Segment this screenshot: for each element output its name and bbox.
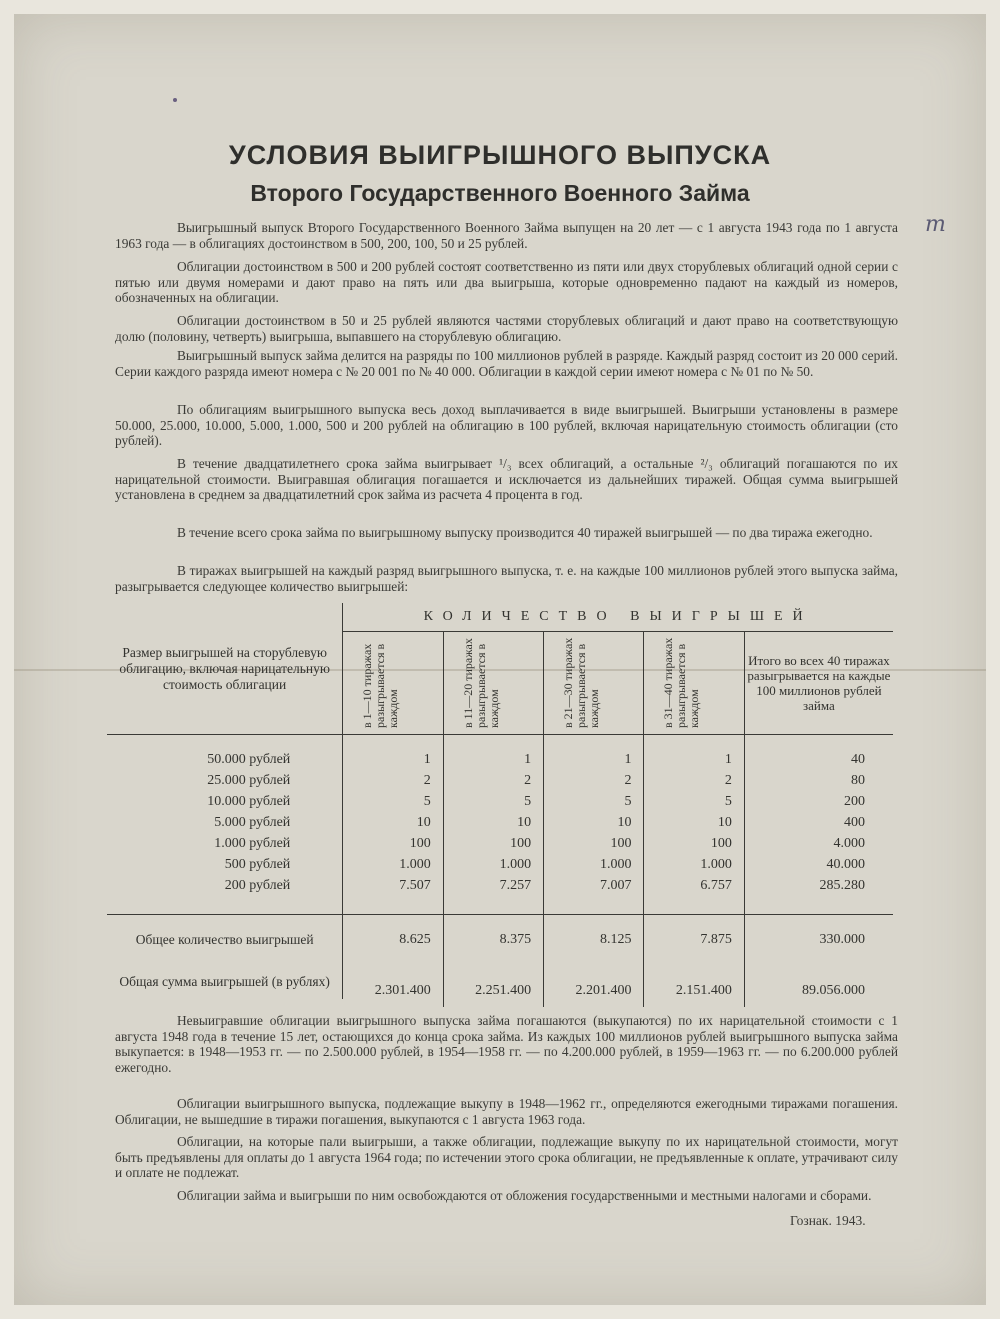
cell: 100 (443, 833, 543, 854)
cell-total: 40.000 (826, 856, 865, 872)
column-header: в 11—20 тиражах разыгрывается в каждом (443, 632, 543, 735)
cell-total: 400 (844, 814, 865, 830)
paragraph: Выигрышный выпуск займа делится на разряды по 100 миллионов рублей в разряде. Каждый разряд состоит из 20 000 серий. Серии каждого разряда имеют номера с № 20 001 по № 40 000. Облигации в каждой серии имеют номера с № 01 по № 50. (115, 348, 898, 379)
table-group-header: КОЛИЧЕСТВО ВЫИГРЫШЕЙ (343, 603, 893, 632)
table-row (107, 875, 893, 896)
cell-total: 40 (851, 751, 865, 767)
cell: 2.301.400 (343, 965, 443, 999)
handwritten-margin-note: m (925, 212, 946, 237)
paragraph: В течение всего срока займа по выигрышному выпуску производится 40 тиражей выигрышей — по два тиража ежегодно. (177, 525, 873, 540)
column-header: в 21—30 тиражах разыгрывается в каждом (544, 632, 644, 735)
paragraph: В тиражах выигрышей на каждый разряд выигрышного выпуска, т. е. на каждые 100 миллионов рублей этого выпуска займа, разыгрывается следующее количество выигрышей: (115, 563, 898, 594)
winnings-table (107, 603, 893, 1007)
cell: 7.875 (644, 929, 744, 951)
paragraph: Облигации достоинством в 50 и 25 рублей являются частями сторублевых облигаций и дают право на соответствующую долю (половину, четверть) выигрыша, выпавшего на сторублевую облигацию. (115, 313, 898, 344)
cell: 2.251.400 (443, 965, 543, 999)
page-subtitle: Второго Государственного Военного Займа (250, 180, 750, 206)
cell: 1 (443, 749, 543, 770)
row-label: 10.000 рублей (107, 791, 343, 812)
cell: 100 (644, 833, 744, 854)
cell: 8.125 (544, 929, 644, 951)
cell: 5 (644, 791, 744, 812)
table-row (107, 833, 893, 854)
table-row-total-count (107, 929, 893, 951)
cell: 5 (443, 791, 543, 812)
cell: 2 (544, 770, 644, 791)
column-header: в 31—40 тиражах разыгрывается в каждом (644, 632, 744, 735)
paragraph: В течение двадцатилетнего срока займа выигрывает ¹/₃ всех облигаций, а остальные ²/₃ облигаций погашаются по их нарицательной стоимости. Выигравшая облигация погашается и исключается из дальнейших тиражей. Общая сумма выигрышей установлена в среднем за двадцатилетний срок займа из расчета 4 процента в год. (115, 456, 898, 502)
table-row-total-sum (107, 965, 893, 999)
cell: 1 (644, 749, 744, 770)
paragraph: Облигации, на которые пали выигрыши, а также облигации, подлежащие выкупу по их нарицательной стоимости, могут быть предъявлены для оплаты до 1 августа 1964 года; по истечении этого срока облигации, не предъявленные к оплате, утрачивают силу и оплате не подлежат. (115, 1134, 898, 1180)
cell: 7.257 (443, 875, 543, 896)
cell: 5 (544, 791, 644, 812)
cell: 10 (544, 812, 644, 833)
cell: 7.007 (544, 875, 644, 896)
cell: 6.757 (644, 875, 744, 896)
cell: 10 (443, 812, 543, 833)
row-label: 5.000 рублей (107, 812, 343, 833)
total-column-header: Итого во всех 40 тиражах разыгрывается на каждые 100 миллионов рублей займа (744, 632, 893, 735)
row-label: 25.000 рублей (107, 770, 343, 791)
paragraph: По облигациям выигрышного выпуска весь доход выплачивается в виде выигрышей. Выигрыши установлены в размере 50.000, 25.000, 10.000, 5.000, 1.000, 500 и 200 рублей на облигацию в 100 рублей, включая нарицательную стоимость облигации (сто рублей). (115, 402, 898, 448)
cell-total: 330.000 (819, 932, 865, 947)
cell: 100 (343, 833, 443, 854)
paragraph: Невыигравшие облигации выигрышного выпуска займа погашаются (выкупаются) по их нарицательной стоимости с 1 августа 1948 года в течение 15 лет, остающихся до конца срока займа. Из каждых 100 миллионов рублей выигрышного выпуска займа выкупается: в 1948—1953 гг. — по 2.500.000 рублей, в 1954—1958 гг. — по 4.200.000 рублей, в 1959—1963 гг. — по 6.200.000 рублей ежегодно. (115, 1013, 898, 1075)
table-row (107, 812, 893, 833)
table-row (107, 854, 893, 875)
row-label: Общая сумма выигрышей (в рублях) (107, 965, 343, 999)
cell: 8.375 (443, 929, 543, 951)
paragraph: Облигации займа и выигрыши по ним освобождаются от обложения государственными и местными налогами и сборами. (177, 1188, 872, 1203)
cell: 10 (644, 812, 744, 833)
table-row (107, 770, 893, 791)
page-title: УСЛОВИЯ ВЫИГРЫШНОГО ВЫПУСКА (228, 140, 772, 170)
cell: 2.201.400 (544, 965, 644, 999)
cell: 1.000 (644, 854, 744, 875)
cell: 5 (343, 791, 443, 812)
paragraph: Выигрышный выпуск Второго Государственного Военного Займа выпущен на 20 лет — с 1 августа 1943 года по 1 августа 1963 года — в облигациях достоинством в 500, 200, 100, 50 и 25 рублей. (115, 220, 898, 251)
cell: 1.000 (343, 854, 443, 875)
cell-total: 80 (851, 772, 865, 788)
cell: 7.507 (343, 875, 443, 896)
cell: 2.151.400 (644, 965, 744, 999)
row-label: 200 рублей (107, 875, 343, 896)
cell-total: 89.056.000 (802, 983, 865, 998)
cell-total: 285.280 (819, 877, 865, 893)
ink-dot (173, 98, 177, 102)
table-row (107, 791, 893, 812)
cell: 1 (343, 749, 443, 770)
paragraph: Облигации выигрышного выпуска, подлежащие выкупу в 1948—1962 гг., определяются ежегодными тиражами погашения. Облигации, не вышедшие в тиражи погашения, выкупаются с 1 августа 1963 года. (115, 1096, 898, 1127)
cell: 1 (544, 749, 644, 770)
cell: 1.000 (544, 854, 644, 875)
cell-total: 4.000 (833, 835, 865, 851)
cell: 10 (343, 812, 443, 833)
row-label: 500 рублей (107, 854, 343, 875)
paragraph: Облигации достоинством в 500 и 200 рублей состоят соответственно из пяти или двух сторублевых облигаций одной серии с пятью или двумя номерами и дают право на пять или два выигрыша, которые одновременно падают на каждый из номеров, обозначенных на облигации. (115, 259, 898, 305)
table-row (107, 749, 893, 770)
row-label: 50.000 рублей (107, 749, 343, 770)
cell: 100 (544, 833, 644, 854)
row-label: Общее количество выигрышей (107, 929, 343, 951)
cell: 2 (644, 770, 744, 791)
row-label: 1.000 рублей (107, 833, 343, 854)
cell: 8.625 (343, 929, 443, 951)
printer-imprint: Гознак. 1943. (790, 1213, 866, 1228)
cell-total: 200 (844, 793, 865, 809)
column-header: в 1—10 тиражах разыгрывается в каждом (343, 632, 443, 735)
cell: 2 (343, 770, 443, 791)
cell: 2 (443, 770, 543, 791)
cell: 1.000 (443, 854, 543, 875)
table-left-header: Размер выигрышей на сторублевую облигацию, включая нарицательную стоимость облигации (107, 603, 343, 735)
